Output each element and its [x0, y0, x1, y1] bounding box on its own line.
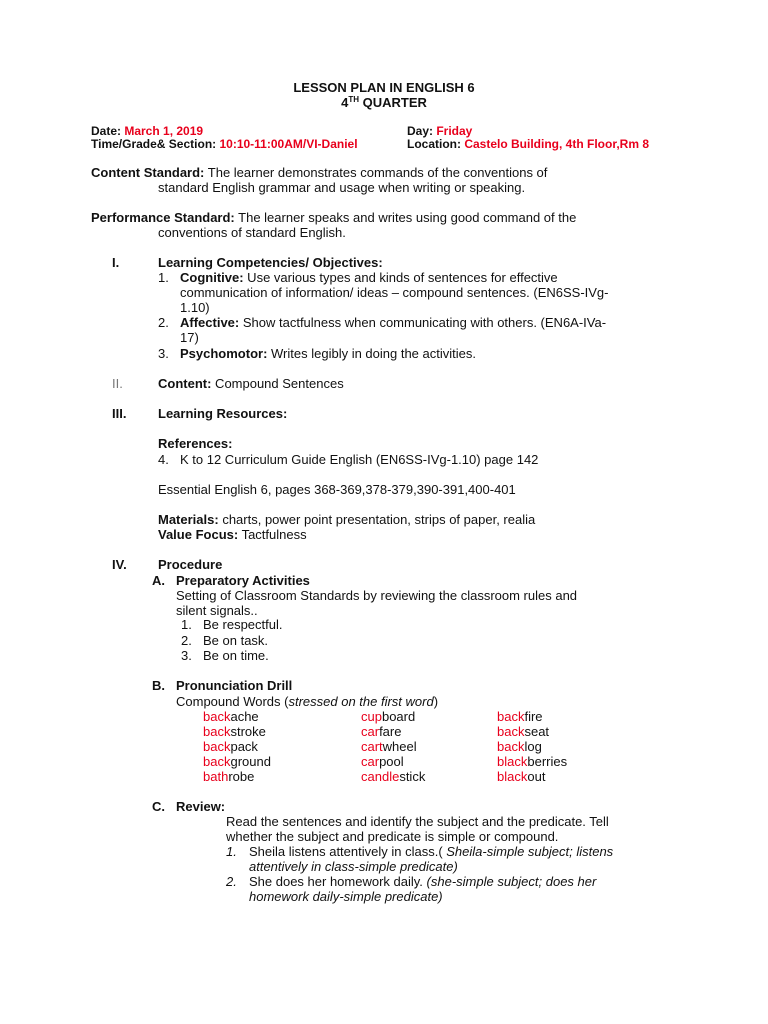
review-item-1: [249, 844, 613, 859]
word-rest: pool: [379, 754, 404, 769]
section-4-heading: Procedure: [158, 557, 223, 572]
section-1-heading: Learning Competencies/ Objectives:: [158, 255, 383, 270]
word-rest: seat: [524, 724, 550, 739]
word-stress: cup: [361, 709, 382, 724]
word-stress: back: [497, 724, 525, 739]
word-rest: ground: [230, 754, 271, 769]
objective-cognitive-line2: communication of information/ ideas – compound sentences. (EN6SS-IVg-: [180, 285, 609, 300]
word-stress: back: [497, 739, 525, 754]
value-focus: [158, 527, 307, 542]
materials-label: Materials:: [158, 512, 219, 527]
review-item-number: 2.: [226, 874, 237, 889]
word-rest: berries: [527, 754, 568, 769]
materials-value: charts, power point presentation, strips of paper, realia: [218, 512, 536, 527]
preparatory-line2: silent signals..: [176, 603, 258, 618]
review-item-text: She does her homework daily.: [249, 874, 427, 889]
word-rest: stick: [399, 769, 426, 784]
value-focus-value: Tactfulness: [238, 527, 307, 542]
time-grade-field: [91, 137, 358, 151]
objective-psychomotor: [180, 346, 476, 361]
word-stress: black: [497, 754, 528, 769]
location-label: Location:: [407, 137, 465, 151]
rule-1-number: 1.: [181, 617, 192, 632]
time-label: Time/Grade& Section:: [91, 137, 220, 151]
compound-word: [497, 754, 567, 769]
word-rest: board: [381, 709, 416, 724]
content-standard-label: Content Standard:: [91, 165, 205, 180]
review-item-answer-cont: attentively in class-simple predicate): [249, 859, 458, 874]
word-rest: wheel: [382, 739, 417, 754]
preparatory-line1: Setting of Classroom Standards by reviewing the classroom rules and: [176, 588, 578, 603]
compound-word: [361, 754, 404, 769]
objective-affective-label: Affective:: [180, 315, 240, 330]
objective-2-number: 2.: [158, 315, 169, 330]
performance-standard-label: Performance Standard:: [91, 210, 235, 225]
section-3-numeral: III.: [112, 406, 127, 421]
section-3-heading: Learning Resources:: [158, 406, 288, 421]
word-stress: car: [361, 754, 380, 769]
day-label: Day:: [407, 124, 437, 138]
word-stress: candle: [361, 769, 400, 784]
review-item-2-number: [226, 874, 237, 889]
objective-cognitive-line3: 1.10): [180, 300, 210, 315]
quarter-number: 4: [341, 95, 349, 110]
objective-cognitive: [180, 270, 558, 285]
objective-psychomotor-text: Writes legibly in doing the activities.: [267, 346, 476, 361]
objective-psychomotor-label: Psychomotor:: [180, 346, 268, 361]
word-stress: back: [497, 709, 525, 724]
word-rest: fare: [379, 724, 402, 739]
review-line1: Read the sentences and identify the subject and the predicate. Tell: [226, 814, 609, 829]
content-standard-line2: standard English grammar and usage when writing or speaking.: [158, 180, 526, 195]
review-line2: whether the subject and predicate is simple or compound.: [226, 829, 559, 844]
content-standard: [91, 165, 547, 180]
section-1-numeral: I.: [112, 255, 120, 270]
pronunciation-drill-heading: Pronunciation Drill: [176, 678, 293, 693]
objective-3-number: 3.: [158, 346, 169, 361]
word-stress: car: [361, 724, 380, 739]
rule-3-text: Be on time.: [203, 648, 269, 663]
compound-word: [497, 724, 549, 739]
word-stress: back: [203, 754, 231, 769]
word-stress: bath: [203, 769, 229, 784]
review-item-1-line2: [249, 859, 458, 874]
performance-standard-line2: conventions of standard English.: [158, 225, 346, 240]
reference-text: K to 12 Curriculum Guide English (EN6SS-IVg-1.10) page 142: [180, 452, 539, 467]
date-field: [91, 124, 203, 138]
compound-word: [203, 754, 271, 769]
quarter-title: [0, 95, 768, 110]
preparatory-activities-heading: Preparatory Activities: [176, 573, 310, 588]
review-item-text: Sheila listens attentively in class.(: [249, 844, 447, 859]
quarter-word: QUARTER: [359, 95, 427, 110]
section-4-numeral: IV.: [112, 557, 127, 572]
procedure-b-letter: B.: [152, 678, 165, 693]
compound-word: [203, 724, 266, 739]
review-item-2-line2: [249, 889, 443, 904]
rule-3-number: 3.: [181, 648, 192, 663]
section-2-content: [158, 376, 344, 391]
essential-english-reference: Essential English 6, pages 368-369,378-379,390-391,400-401: [158, 482, 516, 497]
objective-cognitive-label: Cognitive:: [180, 270, 244, 285]
compound-word: [203, 709, 259, 724]
content-value: Compound Sentences: [211, 376, 344, 391]
review-heading: Review:: [176, 799, 226, 814]
compound-word: [497, 739, 542, 754]
rule-1-text: Be respectful.: [203, 617, 283, 632]
review-item-1-number: [226, 844, 237, 859]
word-stress: cart: [361, 739, 383, 754]
compound-word: [203, 769, 254, 784]
word-stress: black: [497, 769, 528, 784]
review-item-answer: (she-simple subject; does her: [426, 874, 597, 889]
lesson-plan-title: LESSON PLAN IN ENGLISH 6: [293, 80, 475, 95]
procedure-c-letter: C.: [152, 799, 165, 814]
quarter-superscript: TH: [348, 95, 359, 104]
compound-word: [361, 769, 425, 784]
time-value: 10:10-11:00AM/VI-Daniel: [219, 137, 358, 151]
content-standard-line1: The learner demonstrates commands of the conventions of: [204, 165, 548, 180]
review-item-answer: Sheila-simple subject; listens: [446, 844, 614, 859]
word-rest: ache: [230, 709, 259, 724]
word-rest: fire: [524, 709, 543, 724]
date-value: March 1, 2019: [124, 124, 204, 138]
compound-word: [203, 739, 258, 754]
intro-pre: Compound Words (: [176, 694, 289, 709]
compound-word: [497, 769, 545, 784]
compound-word: [361, 724, 401, 739]
rule-2-number: 2.: [181, 633, 192, 648]
review-item-number: 1.: [226, 844, 237, 859]
intro-post: ): [433, 694, 439, 709]
references-label: References:: [158, 436, 233, 451]
reference-number: 4.: [158, 452, 169, 467]
word-rest: pack: [230, 739, 258, 754]
value-focus-label: Value Focus:: [158, 527, 239, 542]
objective-affective: [180, 315, 606, 330]
compound-word: [361, 739, 417, 754]
performance-standard: [91, 210, 576, 225]
compound-word: [361, 709, 415, 724]
procedure-a-letter: A.: [152, 573, 165, 588]
word-rest: out: [527, 769, 546, 784]
review-item-2: [249, 874, 596, 889]
objective-affective-text: Show tactfulness when communicating with others. (EN6A-IVa-: [239, 315, 607, 330]
word-stress: back: [203, 739, 231, 754]
review-item-answer-cont: homework daily-simple predicate): [249, 889, 443, 904]
objective-affective-line2: 17): [180, 330, 199, 345]
intro-italic: stressed on the first word: [288, 694, 434, 709]
content-label: Content:: [158, 376, 212, 391]
objective-1-number: 1.: [158, 270, 169, 285]
word-rest: stroke: [230, 724, 266, 739]
day-value: Friday: [436, 124, 473, 138]
word-rest: robe: [228, 769, 255, 784]
date-label: Date:: [91, 124, 125, 138]
compound-word: [497, 709, 543, 724]
location-value: Castelo Building, 4th Floor,Rm 8: [464, 137, 650, 151]
materials: [158, 512, 535, 527]
objective-cognitive-text: Use various types and kinds of sentences for effective: [243, 270, 558, 285]
rule-2-text: Be on task.: [203, 633, 269, 648]
location-field: [407, 137, 649, 151]
compound-words-intro: [176, 694, 438, 709]
word-rest: log: [524, 739, 542, 754]
day-field: [407, 124, 472, 138]
word-stress: back: [203, 709, 231, 724]
performance-standard-line1: The learner speaks and writes using good command of the: [234, 210, 577, 225]
word-stress: back: [203, 724, 231, 739]
section-2-numeral: II.: [112, 376, 123, 391]
